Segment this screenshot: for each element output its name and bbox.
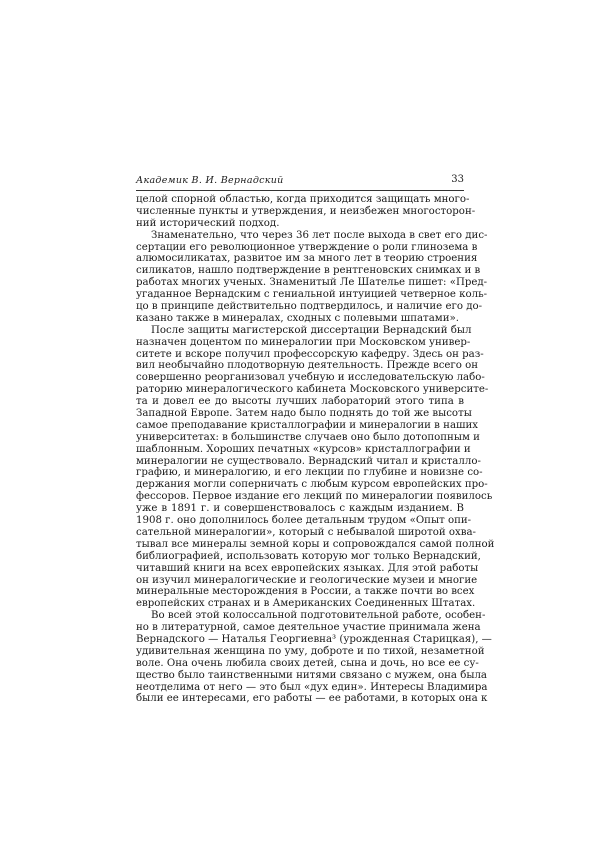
text-line: европейских странах и в Американских Соединенных Штатах. <box>136 598 476 610</box>
text-line: шаблонным. Хороших печатных «курсов» кристаллографии и <box>136 443 471 455</box>
text-line: сательной минералогии», который с небывалой широтой охва- <box>136 526 476 538</box>
text-line: назначен доцентом по минералогии при Московском универ- <box>136 336 471 348</box>
page-number: 33 <box>451 174 464 185</box>
text-line: совершенно реорганизовал учебную и исследовательскую лабо- <box>136 372 485 384</box>
text-line: фессоров. Первое издание его лекций по минералогии появилось <box>136 491 493 503</box>
text-line: Западной Европе. Затем надо было поднять до той же высоты <box>136 408 472 420</box>
text-line: После защиты магистерской диссертации Вернадский был <box>151 324 472 336</box>
text-line: неотделима от него — это был «дух един». Интересы Владимира <box>136 681 488 693</box>
text-line: ний исторический подход. <box>136 217 280 229</box>
text-line: Вернадского — Наталья Георгиевна³ (урожденная Старицкая), — <box>136 633 492 645</box>
text-line: графию, и минералогию, и его лекции по глубине и новизне со- <box>136 467 483 479</box>
paragraph <box>136 610 492 705</box>
text-line: университетах: в большинстве случаев оно было дотопопным и <box>136 431 480 443</box>
text-line: были ее интересами, его работы — ее работами, в которых она к <box>136 693 488 705</box>
paragraph <box>136 324 495 610</box>
text-line: алюмосиликатах, развитое им за много лет в теорию строения <box>136 253 478 265</box>
text-line: целой спорной областью, когда приходится защищать много- <box>136 194 470 205</box>
paragraph <box>136 194 476 230</box>
text-line: тывал все минералы земной коры и сопровождался самой полной <box>136 538 495 550</box>
running-head-title: Академик В. И. Вернадский <box>136 175 284 186</box>
text-line: держания могли соперничать с любым курсом европейских про- <box>136 479 488 491</box>
text-line: Во всей этой колоссальной подготовительной работе, особен- <box>151 610 486 622</box>
text-line: самое преподавание кристаллографии и минералогии в наших <box>136 419 479 431</box>
text-line: уже в 1891 г. и совершенствовалось с каждым изданием. В <box>136 503 464 515</box>
text-line: работах многих ученых. Знаменитый Ле Шателье пишет: «Пред- <box>136 277 488 289</box>
running-head <box>136 172 464 191</box>
text-line: 1908 г. оно дополнилось более детальным трудом «Опыт опи- <box>136 515 472 527</box>
text-line: ситете и вскоре получил профессорскую кафедру. Здесь он раз- <box>136 348 484 360</box>
text-line: цо в принципе действительно подтвердилось, и наличие его до- <box>136 301 483 313</box>
text-line: угаданное Вернадским с гениальной интуицией четверное коль- <box>136 289 488 301</box>
text-line: он изучил минералогические и геологические музеи и многие <box>136 574 478 586</box>
text-line: силикатов, нашло подтверждение в рентгеновских снимках и в <box>136 265 481 277</box>
text-line: удивительная женщина по уму, доброте и по тихой, незаметной <box>136 645 485 657</box>
text-line: сертации его революционное утверждение о роли глинозема в <box>136 241 478 253</box>
text-line: Знаменательно, что через 36 лет после выхода в свет его дис- <box>151 229 488 241</box>
body-text <box>136 194 495 705</box>
text-line: вил необычайно плодотворную деятельность. Прежде всего он <box>136 360 479 372</box>
text-line: но в литературной, самое деятельное участие принимала жена <box>136 622 481 634</box>
text-line: та и довел ее до высоты лучших лабораторий этого типа в <box>136 396 464 408</box>
text-line: щество было таинственными нитями связано с мужем, она была <box>136 669 488 681</box>
text-line: численные пункты и утверждения, и неизбежен многосторон- <box>136 205 476 217</box>
text-line: минеральные месторождения в России, а также почти во всех <box>136 586 475 598</box>
text-line: минералогии не существовало. Вернадский читал и кристалло- <box>136 455 481 467</box>
text-line: раторию минералогического кабинета Московского университе- <box>136 384 489 396</box>
paragraph <box>136 229 488 325</box>
text-line: читавший книги на всех европейских языках. Для этой работы <box>136 562 479 574</box>
text-line: воле. Она очень любила своих детей, сына и дочь, но все ее су- <box>136 657 479 669</box>
text-line: библиографией, использовать которую мог только Вернадский, <box>136 550 481 562</box>
text-line: казано также в минералах, сходных с полевыми шпатами». <box>136 312 459 324</box>
